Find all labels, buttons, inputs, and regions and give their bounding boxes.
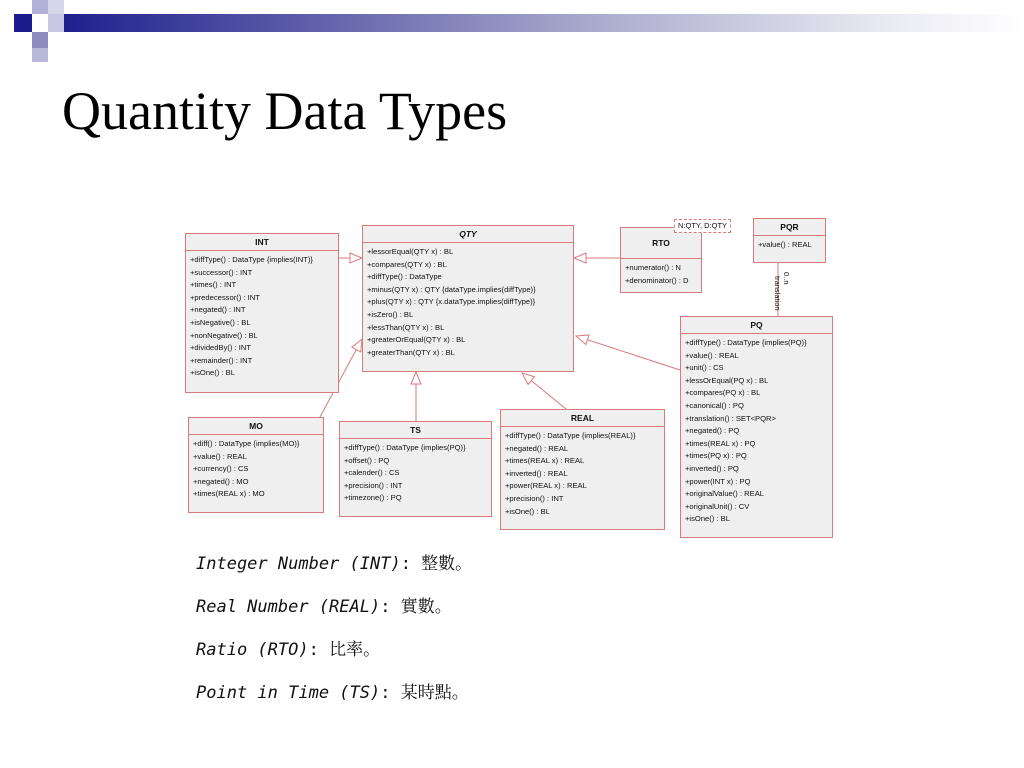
uml-class-rto: [620, 227, 702, 293]
member: +translation() : SET<PQR>: [685, 413, 776, 423]
member: +lessOrEqual(PQ x) : BL: [685, 375, 769, 385]
uml-class-qty: [362, 225, 574, 372]
definition-term: Ratio (RTO): [196, 640, 309, 660]
member-list: [501, 427, 664, 518]
member: +unit() : CS: [685, 363, 724, 373]
member: +diffType() : DataType {implies(REAL)}: [505, 431, 636, 440]
member: +inverted() : PQ: [685, 463, 739, 473]
uml-class-int: [185, 233, 339, 393]
member: +precision() : INT: [505, 493, 564, 503]
member: +negated() : INT: [190, 305, 246, 315]
uml-class-mo: [188, 417, 324, 513]
uml-class-real: [500, 409, 665, 530]
uml-class-pqr: [753, 218, 826, 263]
member-list: [363, 243, 573, 359]
definition-text: : 實數。: [380, 597, 452, 617]
member: +greaterThan(QTY x) : BL: [367, 347, 455, 357]
member: +times(REAL x) : MO: [193, 489, 265, 499]
member: +negated() : MO: [193, 476, 249, 486]
member: +currency() : CS: [193, 464, 249, 474]
slide-title: Quantity Data Types: [62, 81, 508, 141]
member: +dividedBy() : INT: [190, 343, 251, 353]
definition-list: [196, 546, 472, 718]
definition-term: Real Number (REAL): [196, 597, 381, 617]
member: +isZero() : BL: [367, 309, 414, 319]
member: +denominator() : D: [625, 275, 689, 285]
member: +isNegative() : BL: [190, 317, 251, 327]
member: +diffType() : DataType: [367, 272, 442, 282]
member: +nonNegative() : BL: [190, 330, 258, 340]
generalization-real-qty: [522, 373, 566, 409]
class-name: RTO: [621, 228, 701, 259]
class-name: QTY: [363, 226, 573, 243]
member: +compares(QTY x) : BL: [367, 259, 447, 269]
definition-item: [196, 589, 472, 632]
member: +negated() : REAL: [505, 443, 569, 453]
member: +times(REAL x) : REAL: [505, 456, 585, 466]
member: +isOne() : BL: [505, 506, 550, 516]
member: +times(PQ x) : PQ: [685, 451, 747, 461]
member: +calender() : CS: [344, 468, 400, 478]
member: +timezone() : PQ: [344, 493, 402, 503]
member: +value() : REAL: [758, 240, 812, 249]
member: +canonical() : PQ: [685, 400, 744, 410]
uml-class-pq: [680, 316, 833, 538]
member: +lessorEqual(QTY x) : BL: [367, 247, 454, 256]
member-list: [189, 435, 323, 501]
member: +greaterOrEqual(QTY x) : BL: [367, 335, 466, 345]
member-list: [754, 236, 825, 252]
member: +plus(QTY x) : QTY {x.dataType.implies(diffType)}: [367, 297, 536, 307]
definition-item: [196, 546, 472, 589]
definition-term: Integer Number (INT): [196, 554, 401, 574]
class-name: INT: [186, 234, 338, 251]
definition-item: [196, 675, 472, 718]
member: +offset() : PQ: [344, 455, 390, 465]
member: +diff() : DataType {implies(MO)}: [193, 439, 300, 448]
definition-text: : 某時點。: [380, 683, 469, 703]
member: +diffType() : DataType {implies(INT)}: [190, 255, 313, 264]
member-list: [186, 251, 338, 380]
class-name: MO: [189, 418, 323, 435]
member-list: [340, 439, 491, 505]
member: +isOne() : BL: [685, 514, 730, 524]
rto-template-parameters: N:QTY, D:QTY: [674, 219, 731, 233]
member-list: [621, 259, 701, 287]
generalization-pq-qty: [576, 336, 680, 370]
definition-term: Point in Time (TS): [196, 683, 381, 703]
definition-text: : 比率。: [308, 640, 381, 660]
member: +originalValue() : REAL: [685, 489, 764, 499]
member: +value() : REAL: [193, 451, 247, 461]
uml-class-ts: [339, 421, 492, 517]
member: +successor() : INT: [190, 267, 253, 277]
definition-text: : 整數。: [400, 554, 473, 574]
member: +compares(PQ x) : BL: [685, 388, 761, 398]
member: +originalUnit() : CV: [685, 501, 750, 511]
member: +times(REAL x) : PQ: [685, 438, 756, 448]
member: +remainder() : INT: [190, 355, 253, 365]
member: +diffType() : DataType {implies(PQ)}: [344, 443, 466, 452]
member: +power(REAL x) : REAL: [505, 481, 587, 491]
member: +diffType() : DataType {implies(PQ)}: [685, 338, 807, 347]
member-list: [681, 334, 832, 526]
association-multiplicity: 0..n: [782, 272, 791, 285]
member: +precision() : INT: [344, 480, 403, 490]
member: +power(INT x) : PQ: [685, 476, 751, 486]
member: +isOne() : BL: [190, 368, 235, 378]
member: +numerator() : N: [625, 263, 681, 272]
member: +lessThan(QTY x) : BL: [367, 322, 445, 332]
class-name: PQR: [754, 219, 825, 236]
member: +predecessor() : INT: [190, 292, 260, 302]
class-name: TS: [340, 422, 491, 439]
association-role: translation: [773, 276, 782, 311]
member: +minus(QTY x) : QTY {dataType.implies(diffType)}: [367, 284, 536, 294]
member: +negated() : PQ: [685, 426, 740, 436]
definition-item: [196, 632, 472, 675]
member: +times() : INT: [190, 280, 237, 290]
class-name: PQ: [681, 317, 832, 334]
member: +inverted() : REAL: [505, 468, 568, 478]
class-name: REAL: [501, 410, 664, 427]
member: +value() : REAL: [685, 350, 739, 360]
